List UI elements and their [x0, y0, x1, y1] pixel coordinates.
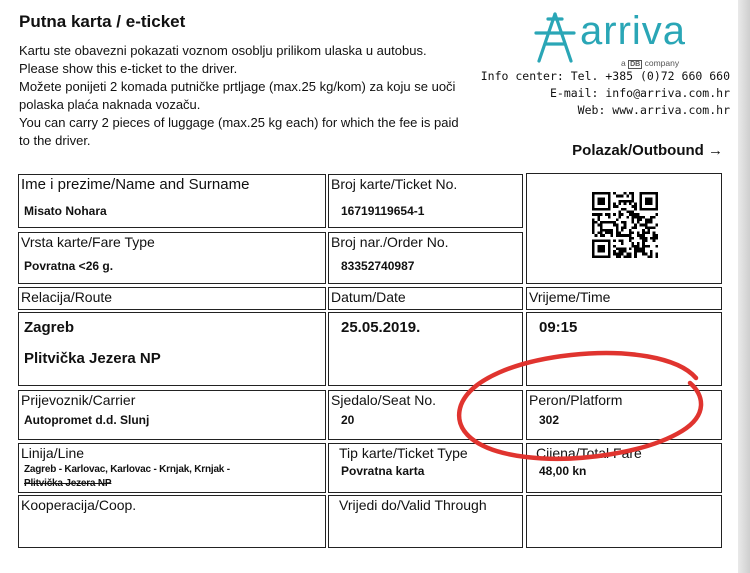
valid-label: Vrijedi do/Valid Through: [339, 497, 487, 513]
date-value: 25.05.2019.: [341, 319, 421, 336]
ticket-no-box: [328, 174, 523, 228]
time-value: 09:15: [539, 319, 578, 336]
fare-type-box: [18, 232, 326, 284]
logo-subtitle: a DB company: [621, 58, 680, 68]
notice-line: polaska plaća naknada vozaču.: [19, 97, 201, 112]
time-label-box: [526, 287, 722, 310]
coop-box: [18, 495, 326, 548]
line-box: [18, 443, 326, 493]
logo-wordmark: arriva: [580, 9, 687, 53]
line-label: Linija/Line: [21, 445, 85, 461]
page-edge-shadow: [738, 0, 750, 573]
route-value-box: [18, 312, 326, 386]
ticket-no-label: Broj karte/Ticket No.: [331, 176, 458, 192]
notice-text: [19, 42, 499, 150]
seat-label: Sjedalo/Seat No.: [331, 392, 437, 408]
notice-line: Kartu ste obavezni pokazati voznom osoblju prilikom ulaska u autobus.: [19, 43, 427, 58]
coop-label: Kooperacija/Coop.: [21, 497, 137, 513]
valid-box: [328, 495, 523, 548]
arriva-logo-icon: [533, 11, 577, 65]
platform-box: [526, 390, 722, 440]
carrier-value: Autopromet d.d. Slunj: [24, 413, 150, 427]
notice-line: You can carry 2 pieces of luggage (max.25 kg each) for which the fee is paid: [19, 115, 459, 130]
notice-line: Please show this e-ticket to the driver.: [19, 61, 238, 76]
empty-box: [526, 495, 722, 548]
info-phone: Info center: Tel. +385 (0)72 660 660: [480, 69, 730, 83]
ticket-type-value: Povratna karta: [341, 464, 425, 478]
contact-info: [481, 68, 730, 119]
ticket-type-box: [328, 443, 523, 493]
carrier-label: Prijevoznik/Carrier: [21, 392, 136, 408]
name-box: [18, 174, 326, 228]
fare-type-value: Povratna <26 g.: [24, 259, 114, 273]
date-value-box: [328, 312, 523, 386]
route-label: Relacija/Route: [21, 289, 113, 305]
fare-type-label: Vrsta karte/Fare Type: [21, 234, 155, 250]
qr-code-icon: [592, 192, 658, 258]
route-label-box: [18, 287, 326, 310]
line-value-2: Plitvička Jezera NP: [24, 478, 112, 489]
line-value: [24, 463, 230, 491]
name-label: Ime i prezime/Name and Surname: [21, 176, 250, 193]
time-label: Vrijeme/Time: [529, 289, 611, 305]
arriva-logo: [533, 11, 703, 71]
info-email: E-mail: info@arriva.com.hr: [549, 86, 730, 100]
ticket-no-value: 16719119654-1: [341, 204, 425, 218]
ticket-title: Putna karta / e-ticket: [19, 12, 186, 31]
total-fare-value: 48,00 kn: [539, 464, 587, 478]
platform-value: 302: [539, 413, 560, 427]
name-value: Misato Nohara: [24, 204, 107, 218]
seat-box: [328, 390, 523, 440]
platform-label: Peron/Platform: [529, 392, 623, 408]
order-no-box: [328, 232, 523, 284]
date-label-box: [328, 287, 523, 310]
time-value-box: [526, 312, 722, 386]
order-no-label: Broj nar./Order No.: [331, 234, 449, 250]
ticket-type-label: Tip karte/Ticket Type: [339, 445, 468, 461]
notice-line: Možete ponijeti 2 komada putničke prtljage (max.25 kg/kom) za koju se uoči: [19, 79, 456, 94]
direction-label: Polazak/Outbound →: [572, 142, 723, 159]
info-web: Web: www.arriva.com.hr: [577, 103, 730, 117]
date-label: Datum/Date: [331, 289, 406, 305]
total-fare-box: [526, 443, 722, 493]
total-fare-label: Cijena/Total Fare: [536, 445, 642, 461]
line-value-1: Zagreb - Karlovac, Karlovac - Krnjak, Krnjak -: [24, 464, 230, 475]
route-to: Plitvička Jezera NP: [24, 350, 161, 367]
notice-line: to the driver.: [19, 133, 91, 148]
route-from: Zagreb: [24, 319, 75, 336]
carrier-box: [18, 390, 326, 440]
seat-value: 20: [341, 413, 355, 427]
order-no-value: 83352740987: [341, 259, 415, 273]
